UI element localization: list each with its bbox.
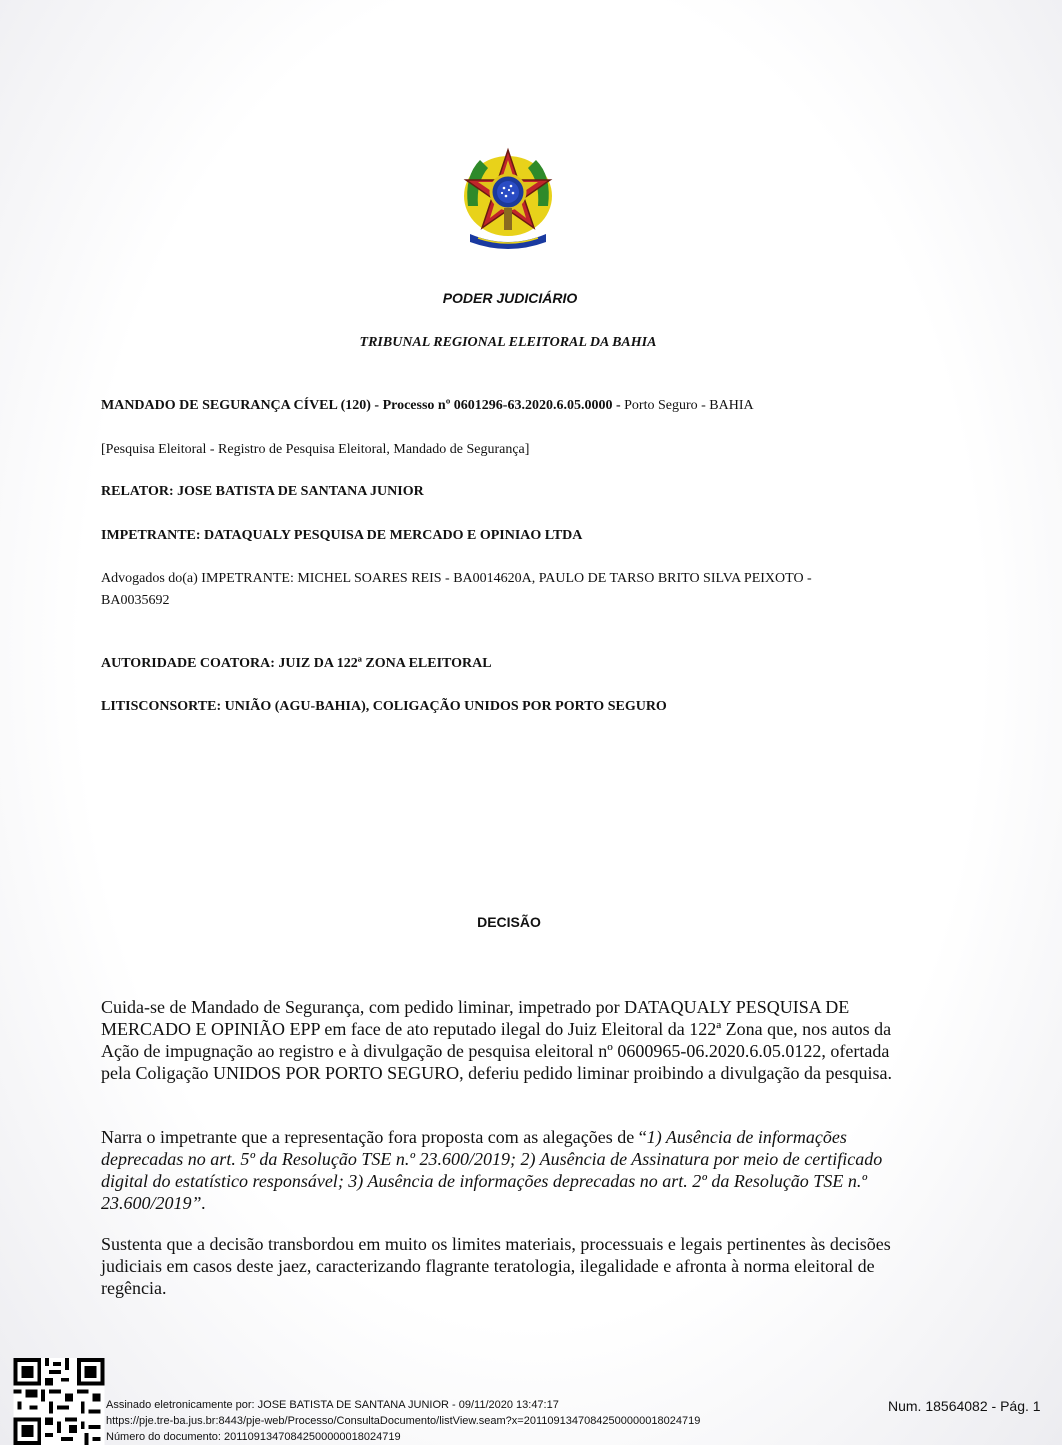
brazil-coat-of-arms-icon [460,146,556,252]
decision-paragraph-2 [101,1126,911,1214]
decision-paragraph-3: Sustenta que a decisão transbordou em muito os limites materiais, processuais e legais pertinentes às decisões judiciais em casos deste jaez, caracterizando flagrante teratologia, ilegalidade e afronta à norma eleitoral de regência. [101,1234,891,1298]
advogados-line-1: Advogados do(a) IMPETRANTE: MICHEL SOARES REIS - BA0014620A, PAULO DE TARSO BRITO SILVA PEIXOTO - [101,571,812,586]
signature-line: Assinado eletronicamente por: JOSE BATISTA DE SANTANA JUNIOR - 09/11/2020 13:47:17 [106,1399,559,1411]
qr-code-icon [13,1358,105,1445]
advogados-line-2: BA0035692 [101,593,170,608]
case-class-line [101,398,754,414]
autoridade-line: AUTORIDADE COATORA: JUIZ DA 122ª ZONA ELEITORAL [101,656,492,671]
paragraph-2-lead: Narra o impetrante que a representação fora proposta com as alegações de “ [101,1127,647,1147]
relator-line: RELATOR: JOSE BATISTA DE SANTANA JUNIOR [101,484,424,499]
document-number: Número do documento: 20110913470842500000018024719 [106,1431,401,1443]
impetrante-line: IMPETRANTE: DATAQUALY PESQUISA DE MERCADO E OPINIAO LTDA [101,528,583,543]
case-class-label: MANDADO DE SEGURANÇA CÍVEL (120) - Processo nº 0601296-63.2020.6.05.0000 - [101,398,621,413]
page-reference: Num. 18564082 - Pág. 1 [888,1398,1041,1414]
organ-heading: PODER JUDICIÁRIO [442,290,578,306]
case-subject: [Pesquisa Eleitoral - Registro de Pesquisa Eleitoral, Mandado de Segurança] [101,442,530,457]
decision-paragraph-1: Cuida-se de Mandado de Segurança, com pedido liminar, impetrado por DATAQUALY PESQUISA DE MERCADO E OPINIÃO EPP em face de ato reputado ilegal do Juiz Eleitoral da 122ª Zona que, nos autos da Ação de impugnação ao registro e à divulgação de pesquisa eleitoral nº 0600965-06.2020.6.05.0122, ofertada pela Coligação UNIDOS POR PORTO SEGURO, deferiu pedido liminar proibindo a divulgação da pesquisa. [101,997,892,1083]
court-heading: TRIBUNAL REGIONAL ELEITORAL DA BAHIA [359,335,657,350]
decision-title: DECISÃO [477,914,541,930]
case-location: Porto Seguro - BAHIA [624,398,754,413]
document-url[interactable]: https://pje.tre-ba.jus.br:8443/pje-web/Processo/ConsultaDocumento/listView.seam?x=20110913470842500000018024719 [106,1415,701,1427]
paragraph-2-end: ”. [191,1193,207,1213]
paragraph-2-quote: 1) Ausência de informações deprecadas no art. 5º da Resolução TSE n.º 23.600/2019; 2) Ausência de Assinatura por meio de certificado digital do estatístico responsável; 3) Ausência de informações deprecadas no art. 2º da Resolução TSE n.º 23.600/2019 [101,1127,883,1213]
litisconsorte-line: LITISCONSORTE: UNIÃO (AGU-BAHIA), COLIGAÇÃO UNIDOS POR PORTO SEGURO [101,699,667,714]
